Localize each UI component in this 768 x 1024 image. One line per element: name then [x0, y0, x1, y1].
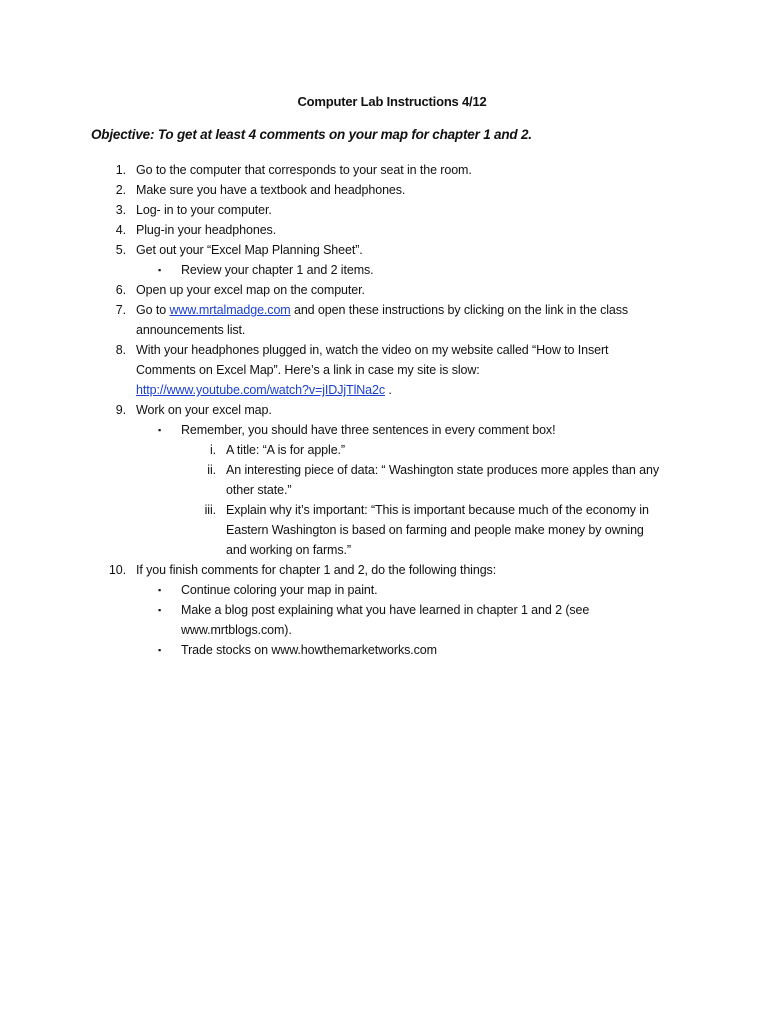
list-item: [0, 400, 768, 420]
sub-list-item-continuation: [0, 620, 768, 640]
list-item: [0, 340, 768, 360]
list-item-text: Open up your excel map on the computer.: [136, 283, 365, 297]
roman-list-item: [0, 460, 768, 480]
list-number: 1.: [115, 163, 126, 177]
sub-list-item: [0, 640, 768, 660]
list-number: 10.: [108, 563, 126, 577]
list-number: 9.: [115, 403, 126, 417]
square-bullet-icon: ▪: [158, 585, 162, 595]
list-item: [0, 300, 768, 320]
list-item-text: [136, 300, 628, 320]
list-number: 3.: [115, 203, 126, 217]
roman-list-item-text: A title: “A is for apple.”: [226, 443, 345, 457]
sub-list-item: [0, 580, 768, 600]
list-item-text: announcements list.: [136, 323, 246, 337]
sub-list-item-text: Continue coloring your map in paint.: [181, 583, 378, 597]
list-item-continuation: [0, 380, 768, 400]
sub-list-item-text: Trade stocks on www.howthemarketworks.com: [181, 643, 437, 657]
sub-list-item: [0, 420, 768, 440]
list-number: 7.: [115, 303, 126, 317]
sub-list-item-text: Make a blog post explaining what you have learned in chapter 1 and 2 (see: [181, 603, 590, 617]
list-item-text: Go to the computer that corresponds to your seat in the room.: [136, 163, 472, 177]
list-item: [0, 180, 768, 200]
list-item: [0, 160, 768, 180]
list-item: [0, 280, 768, 300]
square-bullet-icon: ▪: [158, 425, 162, 435]
youtube-link[interactable]: http://www.youtube.com/watch?v=jIDJjTlNa2c: [136, 383, 386, 397]
list-number: 2.: [115, 183, 126, 197]
list-number: 5.: [115, 243, 126, 257]
roman-numeral: i.: [209, 443, 216, 457]
list-item-continuation: [0, 360, 768, 380]
list-item: [0, 560, 768, 580]
list-item: [0, 200, 768, 220]
square-bullet-icon: ▪: [158, 265, 162, 275]
objective-text: Objective: To get at least 4 comments on your map for chapter 1 and 2.: [91, 127, 532, 142]
sub-list-item-text: Remember, you should have three sentences in every comment box!: [181, 423, 556, 437]
list-number: 4.: [115, 223, 126, 237]
sub-list-item: [0, 600, 768, 620]
sub-list-item: [0, 260, 768, 280]
list-item-text-suffix: .: [385, 383, 392, 397]
list-item-continuation: [0, 320, 768, 340]
roman-list-item-continuation: [0, 540, 768, 560]
square-bullet-icon: ▪: [158, 605, 162, 615]
list-item-text: Work on your excel map.: [136, 403, 272, 417]
roman-list-item: [0, 500, 768, 520]
roman-numeral: ii.: [207, 463, 216, 477]
roman-list-item: [0, 440, 768, 460]
roman-list-item-text: other state.”: [226, 483, 292, 497]
list-number: 6.: [115, 283, 126, 297]
square-bullet-icon: ▪: [158, 645, 162, 655]
list-item-text: Comments on Excel Map”. Here’s a link in case my site is slow:: [136, 363, 480, 377]
list-item-text-suffix: and open these instructions by clicking on the link in the class: [290, 303, 629, 317]
instructions-list: [0, 160, 768, 660]
mrtalmadge-link[interactable]: www.mrtalmadge.com: [169, 303, 291, 317]
roman-numeral: iii.: [204, 503, 216, 517]
list-number: 8.: [115, 343, 126, 357]
list-item: [0, 220, 768, 240]
sub-list-item-text: www.mrtblogs.com).: [181, 623, 292, 637]
list-item-text: [136, 380, 392, 400]
list-item-text: Log- in to your computer.: [136, 203, 272, 217]
sub-list-item-text: Review your chapter 1 and 2 items.: [181, 263, 374, 277]
roman-list-item-text: and working on farms.”: [226, 543, 351, 557]
page-title: Computer Lab Instructions 4/12: [297, 94, 487, 109]
roman-list-item-continuation: [0, 480, 768, 500]
list-item-text-prefix: Go to: [136, 303, 170, 317]
roman-list-item-continuation: [0, 520, 768, 540]
list-item-text: With your headphones plugged in, watch the video on my website called “How to Insert: [136, 343, 609, 357]
roman-list-item-text: Explain why it’s important: “This is important because much of the economy in: [226, 503, 649, 517]
list-item-text: Make sure you have a textbook and headphones.: [136, 183, 406, 197]
roman-list-item-text: Eastern Washington is based on farming and people make money by owning: [226, 523, 644, 537]
list-item-text: Plug-in your headphones.: [136, 223, 277, 237]
list-item: [0, 240, 768, 260]
list-item-text: If you finish comments for chapter 1 and 2, do the following things:: [136, 563, 497, 577]
list-item-text: Get out your “Excel Map Planning Sheet”.: [136, 243, 363, 257]
roman-list-item-text: An interesting piece of data: “ Washington state produces more apples than any: [226, 463, 659, 477]
